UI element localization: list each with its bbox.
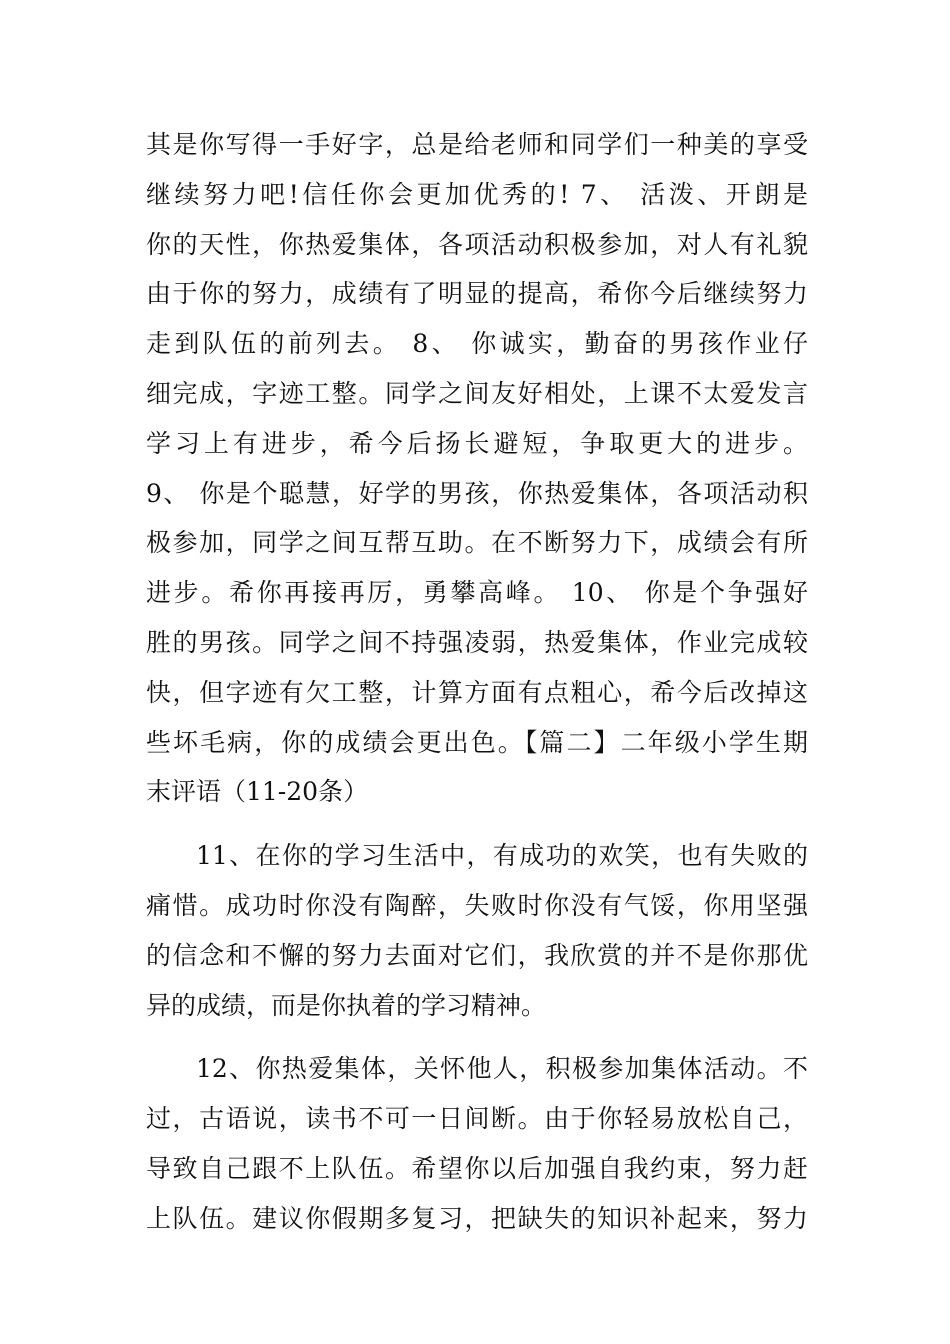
text-line: 继续努力吧!信任你会更加优秀的! 7、 活泼、开朗是 (146, 179, 808, 209)
text-line: 11、在你的学习生活中，有成功的欢笑，也有失败的 (196, 841, 808, 871)
text-line: 进步。希你再接再厉，勇攀高峰。 10、 你是个争强好 (146, 578, 808, 608)
text-line: 快，但字迹有欠工整，计算方面有点粗心，希今后改掉这 (146, 677, 808, 707)
text-line: 胜的男孩。同学之间不持强凌弱，热爱集体，作业完成较 (146, 627, 808, 657)
text-line: 你的天性，你热爱集体，各项活动积极参加，对人有礼貌 (146, 229, 808, 259)
text-line: 末评语（11-20条） (146, 777, 369, 807)
text-line: 学习上有进步，希今后扬长避短，争取更大的进步。 (146, 428, 808, 458)
text-line: 过，古语说，读书不可一日间断。由于你轻易放松自己， (146, 1104, 808, 1134)
text-line: 导致自己跟不上队伍。希望你以后加强自我约束，努力赶 (146, 1153, 808, 1183)
paragraph-gap (146, 1030, 808, 1044)
paragraph-gap (146, 817, 808, 831)
text-line: 细完成，字迹工整。同学之间友好相处，上课不太爱发言 (146, 378, 808, 408)
text-line: 异的成绩，而是你执着的学习精神。 (146, 990, 547, 1020)
text-line: 些坏毛病，你的成绩会更出色。【篇二】二年级小学生期 (146, 727, 808, 757)
text-line: 9、 你是个聪慧，好学的男孩，你热爱集体，各项活动积 (146, 478, 808, 508)
text-line: 痛惜。成功时你没有陶醉，失败时你没有气馁，你用坚强 (146, 890, 808, 920)
text-line: 极参加，同学之间互帮互助。在不断努力下，成绩会有所 (146, 528, 808, 558)
text-line: 其是你写得一手好字，总是给老师和同学们一种美的享受 (146, 130, 808, 159)
text-line: 由于你的努力，成绩有了明显的提高，希你今后继续努力 (146, 279, 808, 309)
text-line: 上队伍。建议你假期多复习，把缺失的知识补起来，努力 (146, 1203, 808, 1233)
text-line: 走到队伍的前列去。 8、 你诚实，勤奋的男孩作业仔 (146, 329, 808, 359)
text-line: 12、你热爱集体，关怀他人，积极参加集体活动。不 (196, 1054, 808, 1084)
document-body (146, 120, 808, 1244)
text-line: 的信念和不懈的努力去面对它们，我欣赏的并不是你那优 (146, 940, 808, 970)
